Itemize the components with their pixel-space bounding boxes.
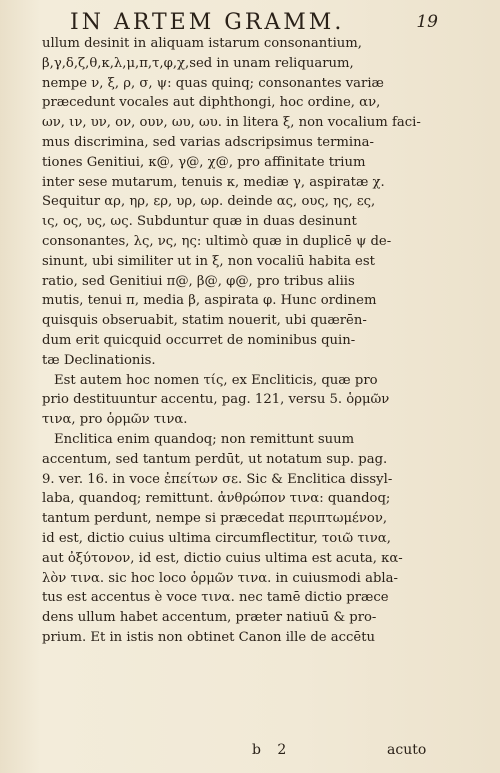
catchword: acuto xyxy=(387,742,427,758)
running-head: IN ARTEM GRAMM. xyxy=(70,10,345,35)
text-line: ratio, sed Genitiui π@, β@, φ@, pro tribus aliis xyxy=(42,273,355,289)
signature-mark: b 2 xyxy=(252,742,293,758)
text-line: ις, ος, υς, ως. Subduntur quæ in duas desinunt xyxy=(42,214,357,230)
paragraph-start-line: Est autem hoc nomen τίς, ex Encliticis, quæ pro xyxy=(54,372,378,388)
text-line: consonantes, λς, νς, ης: ultimò quæ in duplicē ψ de- xyxy=(42,233,392,249)
text-line: dum erit quicquid occurret de nominibus quin- xyxy=(42,332,356,348)
text-line: quisquis obseruabit, statim nouerit, ubi quærēn- xyxy=(42,313,367,329)
text-line: id est, dictio cuius ultima circumflectitur, τοιῶ τινα, xyxy=(42,530,391,546)
text-line: præcedunt vocales aut diphthongi, hoc ordine, αν, xyxy=(42,95,381,111)
text-line: laba, quandoq; remittunt. ἀνθρώπον τινα: quandoq; xyxy=(42,491,391,507)
text-line: λὸν τινα. sic hoc loco ὁρμῶν τινα. in cuiusmodi abla- xyxy=(42,570,398,586)
text-line: mutis, tenui π, media β, aspirata φ. Hunc ordinem xyxy=(42,293,377,309)
text-line: nempe ν, ξ, ρ, σ, ψ: quas quinq; consonantes variæ xyxy=(42,75,384,91)
text-line: sinunt, ubi similiter ut in ξ, non vocaliū habita est xyxy=(42,253,375,269)
text-line: Sequitur αρ, ηρ, ερ, υρ, ωρ. deinde ας, ους, ης, ες, xyxy=(42,194,376,210)
text-line: 9. ver. 16. in voce ἐπείτων σε. Sic & Enclitica dissyl- xyxy=(42,471,393,487)
text-line: mus discrimina, sed varias adscripsimus termina- xyxy=(42,134,374,150)
text-line: aut ὀξύτονον, id est, dictio cuius ultima est acuta, κα- xyxy=(42,550,403,566)
text-line: prium. Et in istis non obtinet Canon ille de accētu xyxy=(42,629,376,645)
page-footer xyxy=(0,742,500,764)
text-line: prio destituuntur accentu, pag. 121, versu 5. ὁρμῶν xyxy=(42,392,390,408)
text-line: dens ullum habet accentum, præter natiuū & pro- xyxy=(42,610,377,626)
text-line: tiones Genitiui, κ@, γ@, χ@, pro affinitate trium xyxy=(42,154,366,170)
text-line: tantum perdunt, nempe si præcedat περιπτωμένον, xyxy=(42,511,388,527)
page-number: 19 xyxy=(416,12,438,32)
text-line: accentum, sed tantum perdūt, ut notatum sup. pag. xyxy=(42,451,388,467)
text-line: tæ Declinationis. xyxy=(42,352,156,368)
text-line: ων, ιν, υν, ον, ουν, ωυ, ωυ. in litera ξ, non vocalium faci- xyxy=(42,115,421,131)
text-line: tus est accentus è voce τινα. nec tamē dictio præce xyxy=(42,590,389,606)
text-line: τινα, pro ὁρμῶν τινα. xyxy=(42,412,188,428)
text-line: ullum desinit in aliquam istarum consonantium, xyxy=(42,36,362,51)
text-block xyxy=(42,34,442,648)
text-line: β,γ,δ,ζ,θ,κ,λ,μ,π,τ,φ,χ,sed in unam reliquarum, xyxy=(42,55,354,71)
text-line: inter sese mutarum, tenuis κ, mediæ γ, aspiratæ χ. xyxy=(42,174,385,190)
paragraph-start-line: Enclitica enim quandoq; non remittunt suum xyxy=(54,431,355,447)
